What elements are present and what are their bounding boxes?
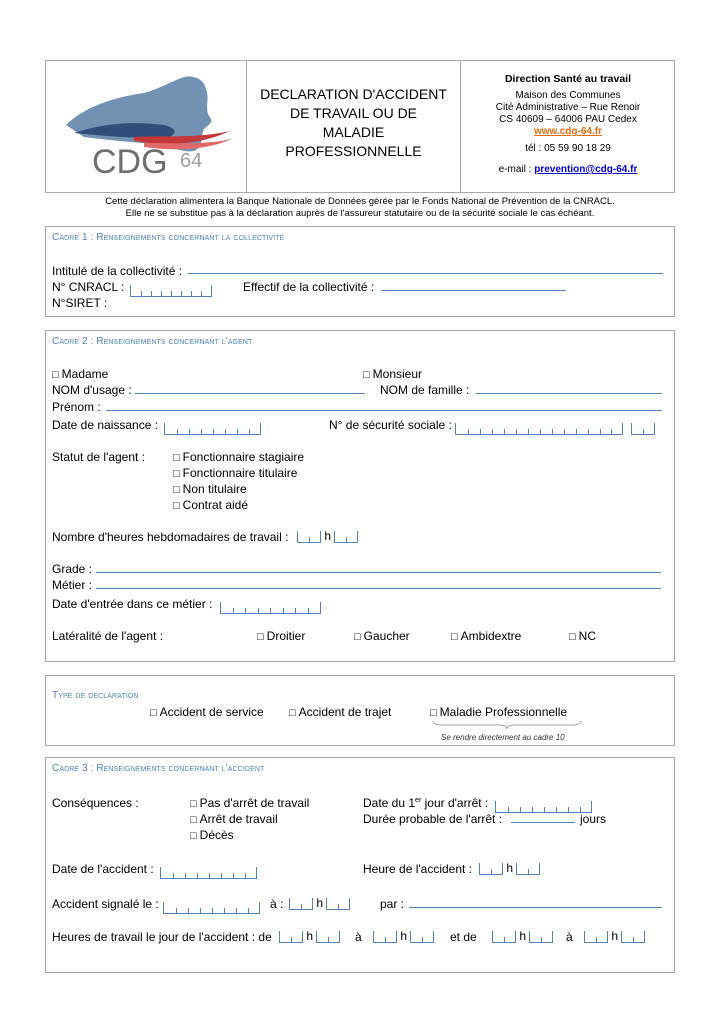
header-box <box>45 60 675 193</box>
type-heading: Type de declaration <box>52 690 139 701</box>
nom-famille-input[interactable] <box>476 393 662 394</box>
type-box <box>45 675 675 746</box>
statut-label: Statut de l'agent : <box>52 450 146 464</box>
cnracl-cells[interactable] <box>130 279 212 297</box>
date-premier-jour-label: Date du 1er jour d'arrêt : <box>363 796 489 810</box>
monsieur-checkbox[interactable]: □ Monsieur <box>363 367 423 381</box>
ambidextre-checkbox[interactable]: □ Ambidextre <box>451 629 522 643</box>
cadre3-box <box>45 757 675 973</box>
metier-input[interactable] <box>96 588 661 589</box>
date-accident-label: Date de l'accident : <box>52 862 154 876</box>
prenom-label: Prénom : <box>52 400 101 414</box>
maladie-pro-checkbox[interactable]: □ Maladie Professionnelle <box>430 705 568 719</box>
logo-cdg-text: CDG <box>92 143 168 181</box>
par-input[interactable] <box>409 907 662 908</box>
org-name: Direction Santé au travail <box>504 73 632 85</box>
document-title: DECLARATION D'ACCIDENT DE TRAVAIL OU DE MALADIE PROFESSIONNELLE <box>260 86 447 159</box>
duree-input[interactable] <box>511 822 575 823</box>
heures-travail-1-start[interactable]: h <box>279 929 340 943</box>
signale-date-cells[interactable] <box>163 896 260 914</box>
heure-accident-cells[interactable]: h <box>479 861 540 875</box>
duree-label: Durée probable de l'arrêt : <box>363 812 503 826</box>
signale-label: Accident signalé le : <box>52 897 159 911</box>
date-premier-jour-cells[interactable] <box>495 795 592 813</box>
par-label: par : <box>380 897 405 911</box>
lateralite-label: Latéralité de l'agent : <box>52 629 164 643</box>
notice-text: Cette déclaration alimentera la Banque Nationale de Données gérée par le Fonds National de Prévention de la CNRACL. Elle ne se substitue pas à la déclaration auprès de l'assureur statutaire ou de la sécurité sociale le cas échéant. <box>105 196 615 219</box>
madame-checkbox[interactable]: □ Madame <box>52 367 109 381</box>
accident-trajet-checkbox[interactable]: □ Accident de trajet <box>289 705 392 719</box>
cadre2-heading: Cadre 2 : Renseignements concernant l'agent <box>52 336 253 347</box>
heure-accident-label: Heure de l'accident : <box>363 862 473 876</box>
statut-stagiaire-checkbox[interactable]: □ Fonctionnaire stagiaire <box>173 450 305 464</box>
statut-titulaire-checkbox[interactable]: □ Fonctionnaire titulaire <box>173 466 298 480</box>
nom-famille-label: NOM de famille : <box>380 383 470 397</box>
secu-label: N° de sécurité sociale : <box>329 418 452 432</box>
address-line: CS 40609 – 64006 PAU Cedex <box>499 114 637 125</box>
address-line: Maison des Communes <box>515 90 621 101</box>
effectif-label: Effectif de la collectivité : <box>243 280 375 294</box>
maladie-pro-note: Se rendre directement au cadre 10 <box>441 733 565 742</box>
heures-travail-2-end[interactable]: h <box>584 929 645 943</box>
effectif-input[interactable] <box>381 290 566 291</box>
date-entree-cells[interactable] <box>220 596 321 614</box>
intitule-input[interactable] <box>188 273 663 274</box>
pas-arret-checkbox[interactable]: □ Pas d'arrêt de travail <box>190 796 310 810</box>
brace-icon <box>432 720 582 730</box>
cadre1-heading: Cadre 1 : Renseignements concernant la collectivité <box>52 232 285 243</box>
droitier-checkbox[interactable]: □ Droitier <box>257 629 306 643</box>
intitule-label: Intitulé de la collectivité : <box>52 264 183 278</box>
consequences-label: Conséquences : <box>52 796 139 810</box>
nc-checkbox[interactable]: □ NC <box>569 629 596 643</box>
marianne-logo-icon <box>54 67 240 187</box>
logo-64-text: 64 <box>180 150 203 172</box>
statut-contrat-aide-checkbox[interactable]: □ Contrat aidé <box>173 498 249 512</box>
email-link[interactable]: prevention@cdg-64.fr <box>534 164 638 175</box>
heures-cells[interactable]: h <box>297 529 358 543</box>
jours-label: jours <box>580 812 607 826</box>
date-naissance-cells[interactable] <box>164 417 261 435</box>
cadre3-heading: Cadre 3 : Renseignements concernant l'accident <box>52 763 265 774</box>
arret-travail-checkbox[interactable]: □ Arrêt de travail <box>190 812 278 826</box>
cadre2-box <box>45 330 675 662</box>
heures-travail-label: Heures de travail le jour de l'accident : de <box>52 930 272 944</box>
heures-label: Nombre d'heures hebdomadaires de travail : <box>52 530 289 544</box>
nom-usage-input[interactable] <box>135 393 365 394</box>
prenom-input[interactable] <box>106 410 662 411</box>
date-entree-label: Date d'entrée dans ce métier : <box>52 597 213 611</box>
heures-travail-a-1: à <box>355 930 362 944</box>
statut-non-titulaire-checkbox[interactable]: □ Non titulaire <box>173 482 247 496</box>
cadre1-box <box>45 226 675 317</box>
cdg-logo <box>54 67 240 187</box>
deces-checkbox[interactable]: □ Décès <box>190 828 234 842</box>
date-naissance-label: Date de naissance : <box>52 418 159 432</box>
signale-a-label: à : <box>270 897 284 911</box>
grade-label: Grade : <box>52 562 93 576</box>
secu-cells[interactable] <box>455 417 655 435</box>
heures-travail-2-start[interactable]: h <box>492 929 553 943</box>
cnracl-label: N° CNRACL : <box>52 280 125 294</box>
phone: tél : 05 59 90 18 29 <box>525 143 611 154</box>
metier-label: Métier : <box>52 578 93 592</box>
heures-travail-a-2: à <box>566 930 573 944</box>
accident-service-checkbox[interactable]: □ Accident de service <box>150 705 264 719</box>
grade-input[interactable] <box>96 572 661 573</box>
siret-label: N°SIRET : <box>52 296 108 310</box>
org-contact-block: Direction Santé au travail Maison des Communes Cité Administrative – Rue Renoir CS 40609 – 64006 PAU Cedex www.cdg-64.fr tél : 05 59 90 18 29 e-mail : prevention@cdg-64.fr <box>461 73 675 176</box>
nom-usage-label: NOM d'usage : <box>52 383 132 397</box>
heures-travail-et-de: et de <box>450 930 477 944</box>
gaucher-checkbox[interactable]: □ Gaucher <box>354 629 410 643</box>
website-link[interactable]: www.cdg-64.fr <box>534 126 602 137</box>
heures-travail-1-end[interactable]: h <box>373 929 434 943</box>
address-line: Cité Administrative – Rue Renoir <box>495 102 641 113</box>
signale-heure-cells[interactable]: h <box>289 896 350 910</box>
date-accident-cells[interactable] <box>160 861 257 879</box>
